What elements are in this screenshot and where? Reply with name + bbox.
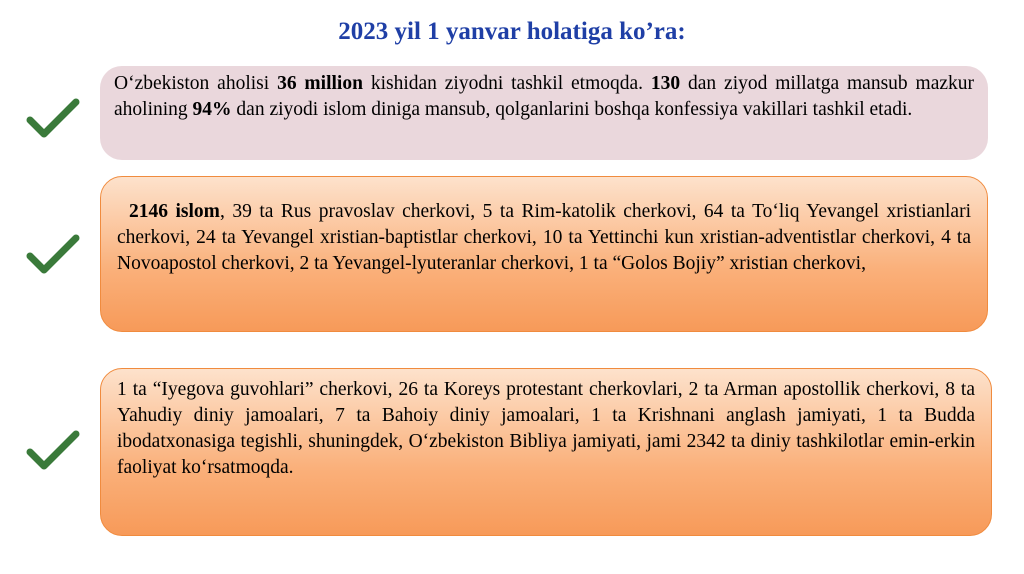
islam-count: 2146 islom [129,201,220,222]
population-text: O‘zbekiston aholisi 36 million kishidan ziyodni tashkil etmoqda. 130 dan ziyod millatga mansub mazkur aholining 94% dan ziyodi islom diniga mansub, qolganlarini boshqa konfessiya vakillari tashkil etadi. [114,73,975,120]
nationalities-count: 130 [650,73,681,94]
organizations-box-1 [100,176,988,332]
islam-percent: 94% [192,99,232,120]
check-icon [26,428,80,472]
organizations-text-2: 1 ta “Iyegova guvohlari” cherkovi, 26 ta Koreys protestant cherkovlari, 2 ta Arman apostollik cherkovi, 8 ta Yahudiy diniy jamoalari, 7 ta Bahoiy diniy jamoalari, 1 ta Krishnani anglash jamiyati, 1 ta Budda ibodatxonasiga tegishli, shuningdek, O‘zbekiston Bibliya jamiyati, jami 2342 ta diniy tashkilotlar emin-erkin faoliyat ko‘rsatmoqda. [117,379,975,478]
organizations-box-2 [100,368,992,536]
page-title: 2023 yil 1 yanvar holatiga ko’ra: [338,18,686,45]
check-icon [26,232,80,276]
check-icon [26,96,80,140]
population-count: 36 million [277,73,363,94]
population-info-box [100,66,988,160]
organizations-text-1: 2146 islom, 39 ta Rus pravoslav cherkovi, 5 ta Rim-katolik cherkovi, 64 ta To‘liq Yevangel xristianlari cherkovi, 24 ta Yevangel xristian-baptistlar cherkovi, 10 ta Yettinchi kun xristian-adventistlar cherkovi, 4 ta Novoapostol cherkovi, 2 ta Yevangel-lyuteranlar cherkovi, 1 ta “Golos Bojiy” xristian cherkovi, [117,201,972,274]
